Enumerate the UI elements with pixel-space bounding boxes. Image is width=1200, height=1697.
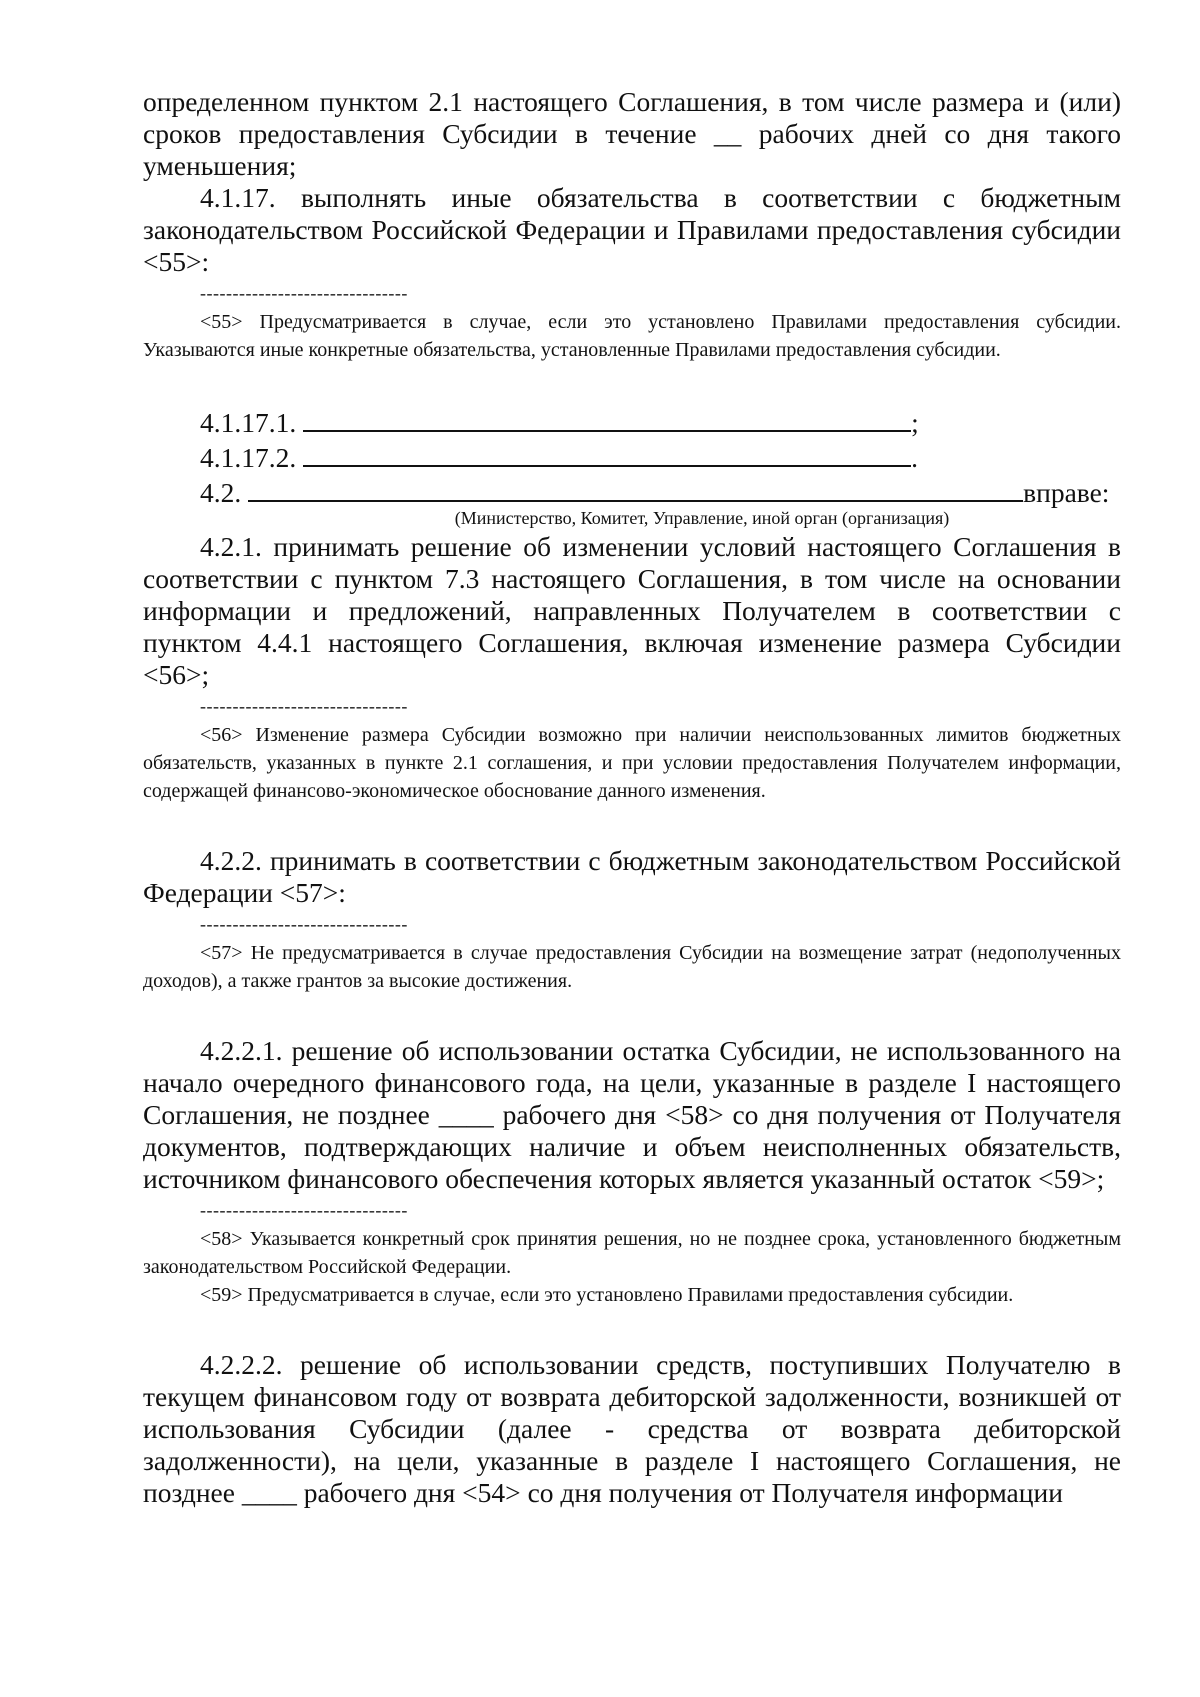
footnote-58: <58> Указывается конкретный срок принятия решения, но не позднее срока, установленного бюджетным законодательством Российской Федерации. <box>143 1228 1121 1278</box>
item-number: 4.2. <box>200 477 249 508</box>
spacer <box>143 364 1121 404</box>
item-end-punct: . <box>911 442 918 473</box>
footnote-separator: -------------------------------- <box>200 1200 408 1220</box>
spacer <box>143 995 1121 1035</box>
paragraph-4-1-17: 4.1.17. выполнять иные обязательства в соответствии с бюджетным законодательством Российской Федерации и Правилами предоставления субсидии <55>: <box>143 182 1121 277</box>
item-4-1-17-1 <box>143 404 1121 439</box>
document-page <box>143 86 1121 1509</box>
fill-in-line <box>303 439 911 467</box>
paragraph-4-2-2-1: 4.2.2.1. решение об использовании остатка Субсидии, не использованного на начало очередного финансового года, на цели, указанные в разделе I настоящего Соглашения, не позднее ____ рабочего дня <58> со дня получения от Получателя документов, подтверждающих наличие и объем неисполненных обязательств, источником финансового обеспечения которых является указанный остаток <59>; <box>143 1035 1121 1194</box>
footnote-56: <56> Изменение размера Субсидии возможно при наличии неиспользованных лимитов бюджетных обязательств, указанных в пункте 2.1 соглашения, и при условии предоставления Получателем информации, содержащей финансово-экономическое обоснование данного изменения. <box>143 724 1121 802</box>
footnote-separator: -------------------------------- <box>200 914 408 934</box>
paragraph-continuation: определенном пунктом 2.1 настоящего Соглашения, в том числе размера и (или) сроков предоставления Субсидии в течение __ рабочих дней со дня такого уменьшения; <box>143 86 1121 181</box>
paragraph-4-2-1: 4.2.1. принимать решение об изменении условий настоящего Соглашения в соответствии с пунктом 7.3 настоящего Соглашения, в том числе на основании информации и предложений, направленных Получателем в соответствии с пунктом 4.4.1 настоящего Соглашения, включая изменение размера Субсидии <56>; <box>143 531 1121 690</box>
footnote-separator: -------------------------------- <box>200 283 408 303</box>
footnote-separator: -------------------------------- <box>200 696 408 716</box>
field-caption: (Министерство, Комитет, Управление, иной орган (организация) <box>454 508 950 528</box>
item-end-punct: ; <box>911 407 919 438</box>
spacer <box>143 1309 1121 1349</box>
fill-in-line <box>248 474 1023 502</box>
footnote-59: <59> Предусматривается в случае, если это установлено Правилами предоставления субсидии. <box>200 1284 1014 1306</box>
footnote-57: <57> Не предусматривается в случае предоставления Субсидии на возмещение затрат (недополученных доходов), а также грантов за высокие достижения. <box>143 942 1121 992</box>
item-4-1-17-2 <box>143 439 1121 474</box>
item-4-2 <box>143 474 1121 509</box>
footnote-55: <55> Предусматривается в случае, если это установлено Правилами предоставления субсидии. Указываются иные конкретные обязательства, установленные Правилами предоставления субсидии. <box>143 311 1121 361</box>
fill-in-line <box>303 404 911 432</box>
item-number: 4.1.17.1. <box>200 407 304 438</box>
item-end-text: вправе: <box>1023 477 1110 508</box>
spacer <box>143 805 1121 845</box>
paragraph-4-2-2: 4.2.2. принимать в соответствии с бюджетным законодательством Российской Федерации <57>: <box>143 845 1121 908</box>
paragraph-4-2-2-2: 4.2.2.2. решение об использовании средств, поступивших Получателю в текущем финансовом году от возврата дебиторской задолженности, возникшей от использования Субсидии (далее - средства от возврата дебиторской задолженности), на цели, указанные в разделе I настоящего Соглашения, не позднее ____ рабочего дня <54> со дня получения от Получателя информации <box>143 1349 1121 1508</box>
item-number: 4.1.17.2. <box>200 442 304 473</box>
